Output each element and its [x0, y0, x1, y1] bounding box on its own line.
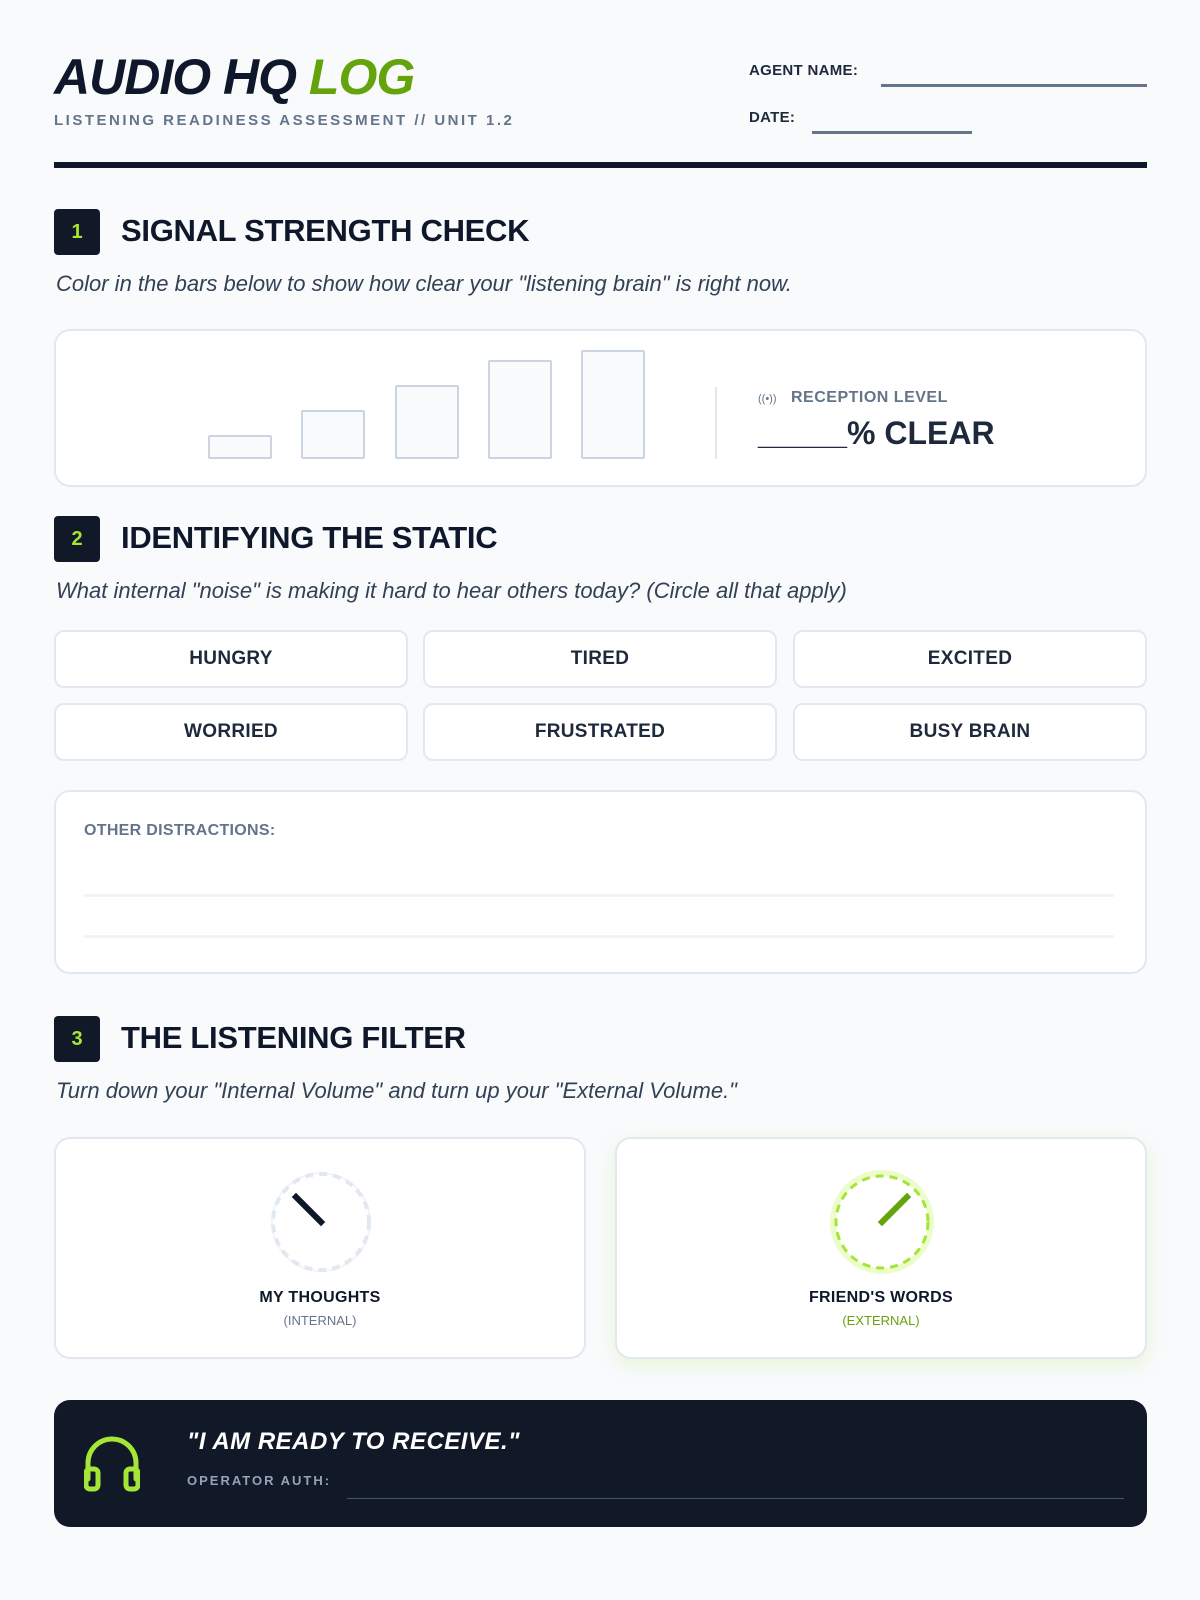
- other-distractions-line-2[interactable]: [84, 935, 1114, 938]
- signal-divider: [715, 387, 717, 459]
- page-subtitle: LISTENING READINESS ASSESSMENT // UNIT 1.2: [54, 112, 515, 129]
- external-volume-title: FRIEND'S WORDS: [808, 1289, 953, 1306]
- brand-main: AUDIO HQ: [54, 49, 296, 105]
- static-option-frustrated[interactable]: FRUSTRATED: [423, 703, 777, 761]
- static-option-hungry[interactable]: HUNGRY: [54, 630, 408, 688]
- ready-footer: [54, 1400, 1147, 1527]
- section-1-title: SIGNAL STRENGTH CHECK: [121, 213, 530, 248]
- other-distractions-line-1[interactable]: [84, 894, 1114, 897]
- section-1-description: Color in the bars below to show how clear your "listening brain" is right now.: [56, 271, 792, 296]
- internal-volume-title: MY THOUGHTS: [259, 1289, 381, 1306]
- date-field[interactable]: [812, 131, 972, 134]
- external-volume-card: [615, 1137, 1147, 1359]
- signal-bar-5[interactable]: [581, 350, 645, 459]
- signal-bar-1[interactable]: [208, 435, 272, 459]
- other-distractions-card: [54, 790, 1147, 974]
- section-3-description: Turn down your "Internal Volume" and turn up your "External Volume.": [56, 1078, 737, 1103]
- brand-accent: LOG: [308, 49, 415, 105]
- agent-name-label: AGENT NAME:: [749, 62, 859, 79]
- static-option-excited[interactable]: EXCITED: [793, 630, 1147, 688]
- ready-quote: "I AM READY TO RECEIVE.": [187, 1428, 521, 1455]
- header-divider: [54, 162, 1147, 168]
- agent-name-field[interactable]: [881, 84, 1147, 87]
- reception-level-label: RECEPTION LEVEL: [791, 389, 948, 406]
- headphones-icon: [84, 1435, 140, 1493]
- broadcast-icon: ((•)): [758, 393, 777, 405]
- internal-volume-subtitle: (INTERNAL): [283, 1313, 357, 1328]
- section-1-number: 1: [54, 209, 100, 255]
- internal-volume-dial[interactable]: [266, 1167, 376, 1277]
- operator-auth-field[interactable]: [347, 1498, 1124, 1499]
- other-distractions-label: OTHER DISTRACTIONS:: [84, 822, 276, 839]
- static-option-busy-brain[interactable]: BUSY BRAIN: [793, 703, 1147, 761]
- reception-level-value[interactable]: _____% CLEAR: [758, 415, 995, 451]
- external-volume-subtitle: (EXTERNAL): [842, 1313, 920, 1328]
- signal-strength-card: [54, 329, 1147, 487]
- signal-bar-3[interactable]: [395, 385, 459, 459]
- internal-volume-card: [54, 1137, 586, 1359]
- external-volume-dial[interactable]: [827, 1167, 937, 1277]
- section-3-title: THE LISTENING FILTER: [121, 1020, 466, 1055]
- operator-auth-label: OPERATOR AUTH:: [187, 1473, 332, 1488]
- static-option-tired[interactable]: TIRED: [423, 630, 777, 688]
- brand-title: [54, 49, 415, 105]
- section-2-title: IDENTIFYING THE STATIC: [121, 520, 498, 555]
- worksheet-page: [54, 0, 1147, 1600]
- signal-bar-4[interactable]: [488, 360, 552, 459]
- static-option-worried[interactable]: WORRIED: [54, 703, 408, 761]
- section-2-number: 2: [54, 516, 100, 562]
- section-2-description: What internal "noise" is making it hard to hear others today? (Circle all that apply): [56, 578, 847, 603]
- signal-bar-2[interactable]: [301, 410, 365, 459]
- section-3-number: 3: [54, 1016, 100, 1062]
- date-label: DATE:: [749, 109, 796, 126]
